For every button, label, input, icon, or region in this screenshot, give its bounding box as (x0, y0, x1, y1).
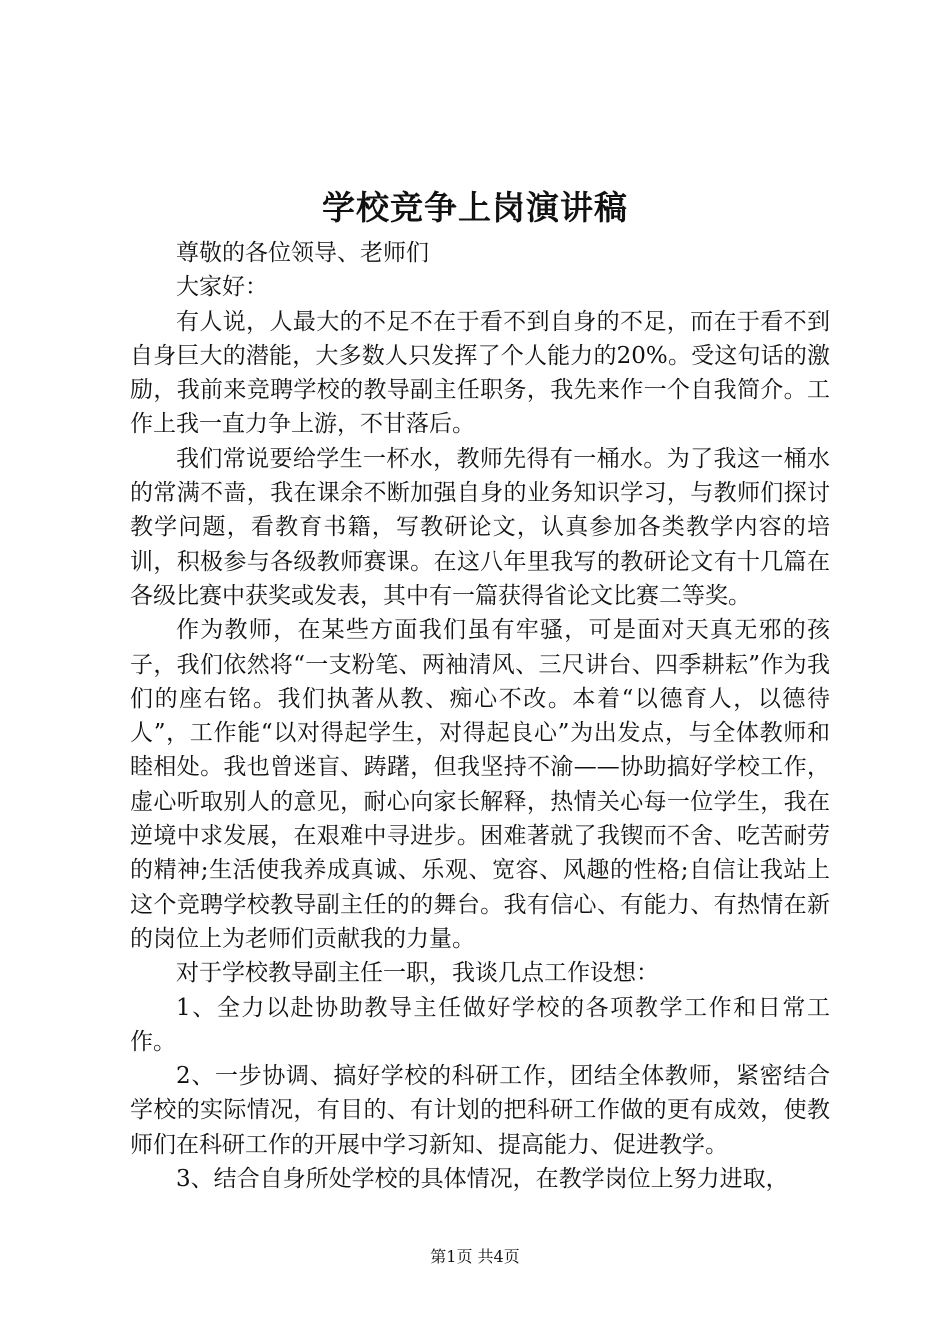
paragraph-teacher: 作为教师，在某些方面我们虽有牢骚，可是面对天真无邪的孩子，我们依然将“一支粉笔、两袖清风、三尺讲台、四季耕耘”作为我们的座右铭。我们执著从教、痴心不改。本着“以德育人，以德待人”，工作能“以对得起学生，对得起良心”为出发点，与全体教师和睦相处。我也曾迷盲、踌躇，但我坚持不渝——协助搞好学校工作，虚心听取别人的意见，耐心向家长解释，热情关心每一位学生，我在逆境中求发展，在艰难中寻进步。困难著就了我锲而不舍、吃苦耐劳的精神;生活使我养成真诚、乐观、宽容、风趣的性格;自信让我站上这个竞聘学校教导副主任的的舞台。我有信心、有能力、有热情在新的岗位上为老师们贡献我的力量。 (130, 617, 830, 952)
document-body (130, 236, 830, 1196)
paragraph-intro: 有人说，人最大的不足不在于看不到自身的不足，而在于看不到自身巨大的潜能，大多数人只发挥了个人能力的20%。受这句话的激励，我前来竞聘学校的教导副主任职务，我先来作一个自我简介。工作上我一直力争上游，不甘落后。 (130, 308, 830, 438)
plan-item-2: 2、一步协调、搞好学校的科研工作，团结全体教师，紧密结合学校的实际情况，有目的、有计划的把科研工作做的更有成效，使教师们在科研工作的开展中学习新知、提高能力、促进教学。 (130, 1063, 830, 1158)
document-title: 学校竞争上岗演讲稿 (322, 188, 628, 227)
plan-item-1: 1、全力以赴协助教导主任做好学校的各项教学工作和日常工作。 (130, 994, 830, 1055)
greeting: 大家好： (176, 274, 268, 301)
salutation: 尊敬的各位领导、老师们 (176, 240, 429, 266)
paragraph-learning: 我们常说要给学生一杯水，教师先得有一桶水。为了我这一桶水的常满不啬，我在课余不断加强自身的业务知识学习，与教师们探讨教学问题，看教育书籍，写教研论文，认真参加各类教学内容的培训，积极参与各级教师赛课。在这八年里我写的教研论文有十几篇在各级比赛中获奖或发表，其中有一篇获得省论文比赛二等奖。 (130, 445, 830, 609)
paragraph-plans-intro: 对于学校教导副主任一职，我谈几点工作设想： (176, 960, 659, 987)
page-footer: 第1页 共4页 (430, 1247, 520, 1266)
plan-item-3: 3、结合自身所处学校的具体情况，在教学岗位上努力进取， (176, 1166, 789, 1193)
